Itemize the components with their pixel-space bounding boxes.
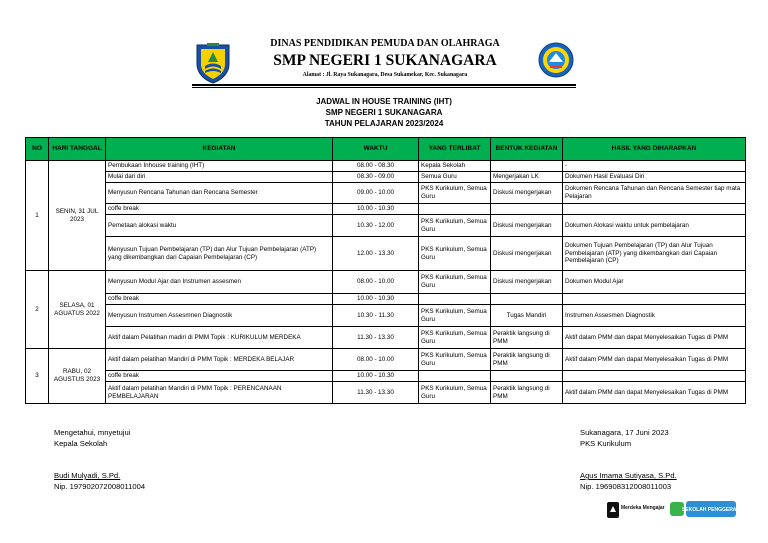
hasil-cell: Dokumen Rencana Tahunan dan Rencana Semester tiap mata Pelajaran [563, 183, 746, 204]
kegiatan-cell: Pembukaan Inhouse training (IHT) [106, 161, 333, 172]
terlibat-cell: PKS Kurikulum, Semua Guru [419, 183, 491, 204]
hasil-cell: Aktif dalam PMM dan dapat Menyelesaikan Tugas di PMM [563, 327, 746, 349]
waktu-cell: 10.00 - 10.30 [333, 294, 419, 305]
header-bentuk: BENTUK KEGIATAN [491, 138, 563, 161]
table-row [26, 371, 746, 382]
bentuk-cell [491, 161, 563, 172]
table-row [26, 161, 746, 172]
kabupaten-emblem-icon [193, 42, 233, 84]
table-row [26, 382, 746, 404]
hasil-cell [563, 294, 746, 305]
bentuk-cell [491, 371, 563, 382]
schedule-school: SMP NEGERI 1 SUKANAGARA [325, 108, 443, 117]
hasil-cell [563, 371, 746, 382]
kegiatan-cell: Pemetaan alokasi waktu [106, 215, 333, 237]
signature-block-left [54, 427, 145, 492]
bentuk-cell [491, 204, 563, 215]
letterhead-rule-thin [192, 87, 576, 88]
table-header-row [26, 138, 746, 161]
kegiatan-cell: Mulai dari diri [106, 172, 333, 183]
hasil-cell: Dokumen Hasil Evaluasi Diri [563, 172, 746, 183]
terlibat-cell [419, 371, 491, 382]
table-row [26, 183, 746, 204]
waktu-cell: 12.00 - 13.30 [333, 237, 419, 271]
hasil-cell: Instrumen Assesmen Diagnostik [563, 305, 746, 327]
bentuk-cell: Peraktik langsung di PMM [491, 327, 563, 349]
hasil-cell: Aktif dalam PMM dan dapat Menyelesaikan Tugas di PMM [563, 382, 746, 404]
terlibat-cell: Kepala Sekolah [419, 161, 491, 172]
header-kegiatan: KEGIATAN [106, 138, 333, 161]
kegiatan-cell: coffe break [106, 294, 333, 305]
day-number: 2 [26, 271, 49, 349]
waktu-cell: 08.00 - 10.00 [333, 271, 419, 294]
table-row [26, 271, 746, 294]
header-hari: HARI TANGGAL [49, 138, 106, 161]
waktu-cell: 08.30 - 09.00 [333, 172, 419, 183]
sekolah-penggerak-text: SEKOLAH PENGGERAK [681, 507, 741, 513]
sig-right-nip: Nip. 196908312008011003 [580, 482, 672, 491]
day-date: RABU, 02 AGUSTUS 2023 [49, 349, 106, 404]
terlibat-cell: PKS Kurikulum, Semua Guru [419, 305, 491, 327]
bentuk-cell: Diskusi mengerjakan [491, 271, 563, 294]
kegiatan-cell: Aktif dalam Pelatihan madiri di PMM Topik : KURIKULUM MERDEKA [106, 327, 333, 349]
terlibat-cell: PKS Kurikulum, Semua Guru [419, 271, 491, 294]
sekolah-penggerak-logo-icon [670, 498, 741, 520]
header-terlibat: YANG TERLIBAT [419, 138, 491, 161]
bentuk-cell: Peraktik langsung di PMM [491, 382, 563, 404]
table-row [26, 204, 746, 215]
merdeka-text: Merdeka Mengajar [621, 505, 665, 511]
kegiatan-cell: coffe break [106, 204, 333, 215]
table-row [26, 349, 746, 371]
hasil-cell [563, 204, 746, 215]
waktu-cell: 10.00 - 10.30 [333, 204, 419, 215]
school-address: Alamat : Jl. Raya Sukanagara, Desa Sukamekar, Kec. Sukanagara [302, 72, 468, 78]
day-number: 3 [26, 349, 49, 404]
day-date: SELASA, 01 AGUATUS 2022 [49, 271, 106, 349]
sig-left-name: Budi Mulyadi, S.Pd. [54, 471, 121, 480]
table-row [26, 172, 746, 183]
signature-block-right [580, 427, 677, 492]
kegiatan-cell: Menyusun Modul Ajar dan Instrumen assesmen [106, 271, 333, 294]
bentuk-cell: Diskusi mengerjakan [491, 237, 563, 271]
merdeka-mengajar-logo-icon [607, 500, 665, 520]
bentuk-cell: Peraktik langsung di PMM [491, 349, 563, 371]
terlibat-cell: PKS Kurikulum, Semua Guru [419, 382, 491, 404]
waktu-cell: 09.00 - 10.00 [333, 183, 419, 204]
bentuk-cell: Diskusi mengerjakan [491, 215, 563, 237]
kegiatan-cell: Menyusun Rencana Tahunan dan Rencana Semester [106, 183, 333, 204]
waktu-cell: 11.30 - 13.30 [333, 382, 419, 404]
sig-right-name: Agus Imama Sutiyasa, S.Pd. [580, 471, 677, 480]
day-number: 1 [26, 161, 49, 271]
terlibat-cell: Semua Guru [419, 172, 491, 183]
hasil-cell: Dokumen Modul Ajar [563, 271, 746, 294]
table-row [26, 215, 746, 237]
sig-right-place-date: Sukanagara, 17 Juni 2023 [580, 428, 669, 437]
bentuk-cell [491, 294, 563, 305]
hasil-cell: Dokumen Tujuan Pembelajaran (TP) dan Alur Tujuan Pembelajaran (ATP) yang dikembangkan dari Capaian Pembelajaran (CP) [563, 237, 746, 271]
header-no: NO [26, 138, 49, 161]
schedule-title: JADWAL IN HOUSE TRAINING (IHT) [316, 97, 452, 106]
bentuk-cell: Diskusi mengerjakan [491, 183, 563, 204]
schedule-year: TAHUN PELAJARAN 2023/2024 [324, 119, 444, 128]
table-row [26, 305, 746, 327]
bentuk-cell: Mengerjakan LK [491, 172, 563, 183]
kegiatan-cell: Aktif dalam pelatihan Mandiri di PMM Topik : MERDEKA BELAJAR [106, 349, 333, 371]
header-waktu: WAKTU [333, 138, 419, 161]
waktu-cell: 08.00 - 10.00 [333, 349, 419, 371]
hasil-cell: Dokumen Alokasi waktu untuk pembelajaran [563, 215, 746, 237]
terlibat-cell [419, 294, 491, 305]
kegiatan-cell: Menyusun Tujuan Pembelajaran (TP) dan Alur Tujuan Pembelajaran (ATP) yang dikembangkan dari Capaian Pembelajaran (CP) [106, 237, 333, 271]
terlibat-cell: PKS Kurikulum, Semua Guru [419, 237, 491, 271]
waktu-cell: 08.00 - 08.30 [333, 161, 419, 172]
sig-left-approval: Mengetahui, mnyetujui [54, 428, 131, 437]
terlibat-cell: PKS Kurikulum, Semua Guru [419, 215, 491, 237]
terlibat-cell [419, 204, 491, 215]
tut-wuri-handayani-icon [538, 40, 574, 80]
school-name: SMP NEGERI 1 SUKANAGARA [273, 52, 497, 69]
kegiatan-cell: coffe break [106, 371, 333, 382]
table-row [26, 294, 746, 305]
terlibat-cell: PKS Kurikulum, Semua Guru [419, 327, 491, 349]
day-date: SENIN, 31 JUL 2023 [49, 161, 106, 271]
waktu-cell: 10.30 - 12.00 [333, 215, 419, 237]
table-row [26, 327, 746, 349]
waktu-cell: 10.00 - 10.30 [333, 371, 419, 382]
waktu-cell: 10.30 - 11.30 [333, 305, 419, 327]
agency-name: DINAS PENDIDIKAN PEMUDA DAN OLAHRAGA [270, 38, 500, 49]
hasil-cell: - [563, 161, 746, 172]
kegiatan-cell: Menyusun Instrumen Assesmnen Diagnostik [106, 305, 333, 327]
sig-right-role: PKS Kurikulum [580, 439, 632, 448]
bentuk-cell: Tugas Mandiri [491, 305, 563, 327]
sig-left-nip: Nip. 197902072008011004 [54, 482, 146, 491]
hasil-cell: Aktif dalam PMM dan dapat Menyelesaikan Tugas di PMM [563, 349, 746, 371]
table-row [26, 237, 746, 271]
letterhead-rule [192, 84, 576, 86]
header-hasil: HASIL YANG DIHARAPKAN [563, 138, 746, 161]
waktu-cell: 11.30 - 13.30 [333, 327, 419, 349]
kegiatan-cell: Aktif dalam pelatihan Mandiri di PMM Topik : PERENCANAAN PEMBELAJARAN [106, 382, 333, 404]
schedule-table [25, 137, 746, 404]
sig-left-role: Kepala Sekolah [54, 439, 108, 448]
terlibat-cell: PKS Kurikulum, Semua Guru [419, 349, 491, 371]
